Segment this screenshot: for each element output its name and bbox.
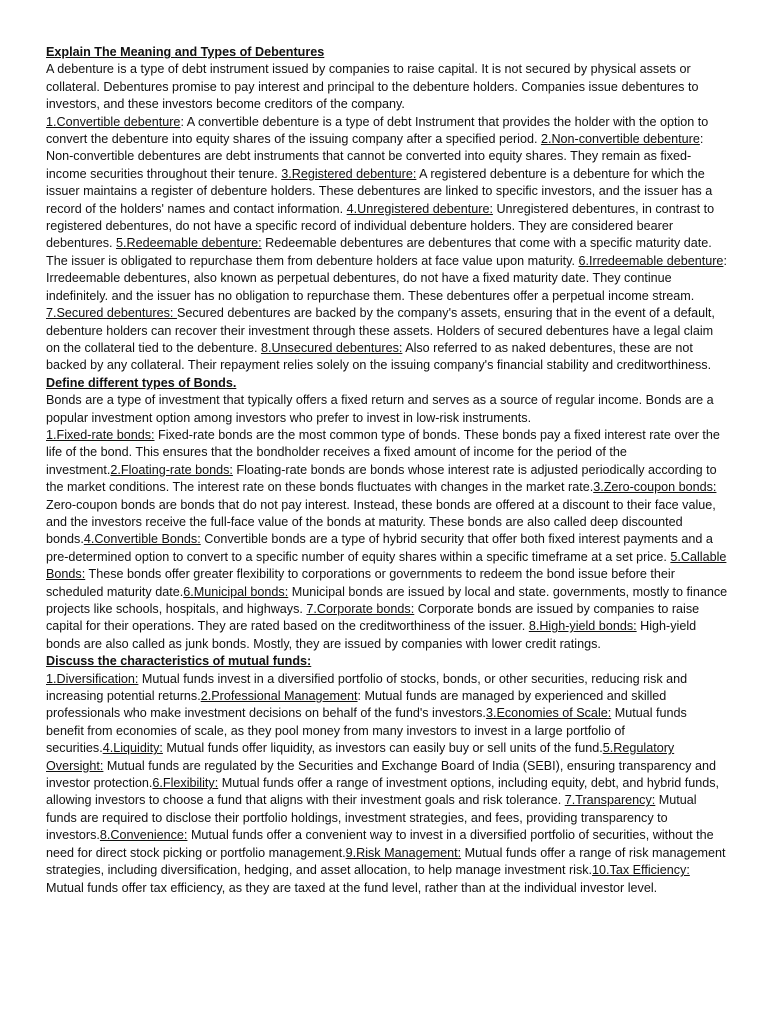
item-text: Fixed-rate bonds are the most common type of bonds. These bonds pay a fixed interest rate over the life of the bond. This ensures that the bondholder receives a fixed amount of income for the period of the investment. <box>46 427 720 477</box>
section-mutual-funds <box>46 653 728 897</box>
item-text: A convertible debenture is a type of debt Instrument that provides the holder with the option to convert the debenture into equity shares of the issuing company after a specified period. <box>46 114 709 147</box>
item-separator: : <box>699 132 704 147</box>
item-label: 9.Risk Management: <box>345 845 462 860</box>
item-label: 4.Unregistered debenture: <box>346 201 493 216</box>
item-text: Secured debentures are backed by the company's assets, ensuring that in the event of a default, debenture holders can recover their investment through these assets. Holders of secured debentures have a legal claim on the collateral tied to the debenture. <box>46 306 715 355</box>
item-label: 7.Secured debentures: <box>46 306 177 321</box>
section-intro: Bonds are a type of investment that typically offers a fixed return and serves as a source of regular income. Bonds are a popular investment option among investors who prefer to invest in low-risk instruments. <box>46 393 714 425</box>
item-label: 10.Tax Efficiency: <box>592 863 690 878</box>
item-label: 2.Professional Management <box>200 689 358 704</box>
item-label: 5.Regulatory Oversight: <box>46 741 675 773</box>
item-text: Mutual funds are required to disclose their portfolio holdings, investment strategies, and fees, providing transparency to investors. <box>46 793 697 843</box>
item-text: Mutual funds offer tax efficiency, as they are taxed at the fund level, rather than at the individual investor level. <box>46 880 658 895</box>
item-label: 2.Non-convertible debenture <box>540 132 700 147</box>
item-label: 7.Corporate bonds: <box>306 602 415 616</box>
item-label: 7.Transparency: <box>564 793 656 808</box>
item-text: Convertible bonds are a type of hybrid security that offer both fixed interest payments and a pre-determined option to convert to a specific number of equity shares within a specific timeframe at a set price. <box>46 532 713 564</box>
item-label: 1.Convertible debenture <box>46 114 181 129</box>
item-label: 3.Registered debenture: <box>281 166 417 181</box>
item-text: Zero-coupon bonds are bonds that do not pay interest. Instead, these bonds are offered at a discount to their face value, and the investors receive the full-face value of the bonds at maturity. These bonds are also called deep discounted bonds. <box>46 497 716 547</box>
item-text: Mutual funds benefit from economies of scale, as they pool money from many investors to invest in a large portfolio of securities. <box>46 706 687 756</box>
item-text: Mutual funds are managed by experienced and skilled professionals who make investment decisions on behalf of the fund's investors. <box>46 689 667 721</box>
item-label: 5.Callable Bonds: <box>46 549 727 582</box>
item-text: Mutual funds offer a range of investment options, including equity, debt, and hybrid funds, allowing investors to choose a fund that aligns with their investment goals and risk tolerance. <box>46 776 720 808</box>
item-label: 2.Floating-rate bonds: <box>110 462 233 477</box>
section-bonds <box>46 375 728 654</box>
item-separator: : <box>357 689 365 704</box>
item-text: Mutual funds offer a range of risk management strategies, including diversification, hedging, and asset allocation, to help manage investment risk. <box>46 845 726 878</box>
section-body <box>46 114 728 375</box>
section-intro: A debenture is a type of debt instrument issued by companies to raise capital. It is not secured by physical assets or collateral. Debentures promise to pay interest and principal to the debenture holders. Companies issue debentures to investors, and these investors become creditors of the company. <box>46 62 699 112</box>
item-label: 6.Municipal bonds: <box>183 584 289 599</box>
section-body <box>46 427 728 653</box>
section-heading: Discuss the characteristics of mutual funds: <box>46 654 312 669</box>
item-text: Redeemable debentures are debentures that come with a specific maturity date. The issuer is obligated to repurchase them from debenture holders at face value upon maturity. <box>46 236 712 268</box>
item-label: 1.Fixed-rate bonds: <box>46 427 155 442</box>
item-separator: : <box>723 253 727 268</box>
item-label: 6.Irredeemable debenture <box>578 253 724 268</box>
item-text: Mutual funds are regulated by the Securities and Exchange Board of India (SEBI), ensuring transparency and investor protection. <box>46 758 716 791</box>
item-text: Non-convertible debentures are debt instruments that cannot be converted into equity shares. They remain as fixed-income securities throughout their tenure. <box>46 149 692 181</box>
item-label: 3.Economies of Scale: <box>485 706 612 721</box>
item-text: Unregistered debentures, in contrast to registered debentures, do not have a specific record of individual debenture holders. They are considered bearer debentures. <box>46 201 715 251</box>
section-body <box>46 671 728 897</box>
item-text: Mutual funds offer a convenient way to invest in a diversified portfolio of securities, without the need for direct stock picking or portfolio management. <box>46 828 714 860</box>
item-text: A registered debenture is a debenture for which the issuer maintains a register of debenture holders. These debentures are linked to specific investors, and the issuer has a record of the holders' names and contact information. <box>46 166 713 216</box>
item-text: Mutual funds invest in a diversified portfolio of stocks, bonds, or other securities, reducing risk and increasing potential returns. <box>46 671 688 704</box>
section-heading: Define different types of Bonds. <box>46 375 237 390</box>
item-text: Irredeemable debentures, also known as perpetual debentures, do not have a fixed maturity date. They continue indefinitely. and the issuer has no obligation to repurchase them. These debentures offer a perpetual income stream. <box>46 271 695 303</box>
item-label: 8.Unsecured debentures: <box>260 340 403 355</box>
item-text: Mutual funds offer liquidity, as investors can easily buy or sell units of the fund. <box>166 741 603 756</box>
item-label: 8.High-yield bonds: <box>528 619 637 634</box>
item-text: Municipal bonds are issued by local and state. governments, mostly to finance projects like schools, hospitals, and highways. <box>46 584 728 616</box>
item-text: Corporate bonds are issued by companies to raise capital for their operations. They are rated based on the creditworthiness of the issuer. <box>46 602 700 634</box>
item-separator: : <box>180 114 187 129</box>
item-label: 3.Zero-coupon bonds: <box>593 480 717 495</box>
item-label: 1.Diversification: <box>46 671 139 686</box>
item-text: These bonds offer greater flexibility to corporations or governments to redeem the bond issue before their scheduled maturity date. <box>46 567 675 599</box>
item-label: 6.Flexibility: <box>152 776 219 791</box>
section-debentures <box>46 44 728 375</box>
item-label: 8.Convenience: <box>99 828 188 843</box>
item-text: High-yield bonds are also called as junk bonds. Mostly, they are issued by companies with lower credit ratings. <box>46 619 697 651</box>
item-text: Floating-rate bonds are bonds whose interest rate is adjusted periodically according to the market conditions. The interest rate on these bonds fluctuates with changes in the market rate. <box>46 462 717 495</box>
section-heading: Explain The Meaning and Types of Debentures <box>46 45 325 59</box>
item-label: 4.Liquidity: <box>102 741 163 756</box>
item-label: 4.Convertible Bonds: <box>83 532 201 547</box>
item-label: 5.Redeemable debenture: <box>116 236 262 251</box>
item-text: Also referred to as naked debentures, these are not backed by any collateral. Their repayment relies solely on the issuing company's financial stability and creditworthiness. <box>46 340 712 373</box>
